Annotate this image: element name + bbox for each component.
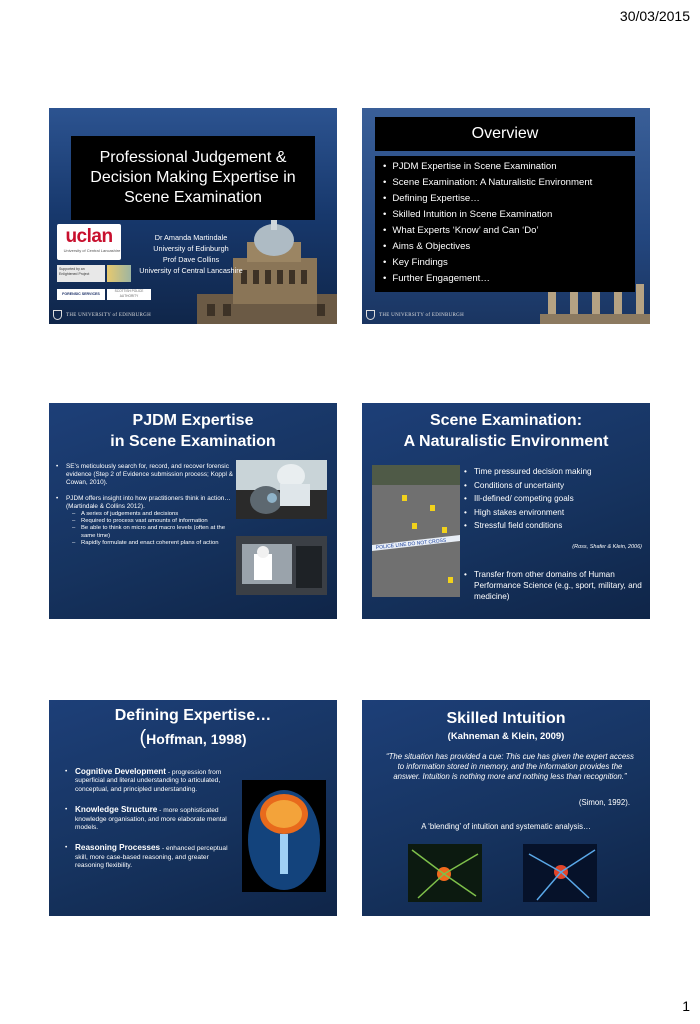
item-head: Cognitive Development — [75, 767, 166, 776]
slide-5-expertise — [49, 700, 337, 916]
sub-item: – A series of judgements and decisions — [72, 511, 236, 518]
slide-5-subheading — [49, 728, 337, 749]
subheading-text: Hoffman, 1998) — [146, 731, 247, 747]
list-item: • Defining Expertise… — [383, 191, 627, 207]
uclan-logo-text: uclan — [65, 226, 113, 247]
author-line: University of Edinburgh — [153, 244, 229, 253]
author-line: Dr Amanda Martindale — [154, 233, 228, 242]
vehicle-exam-photo — [236, 536, 327, 595]
slide-6-intuition — [362, 700, 650, 916]
list-item — [65, 844, 235, 870]
slide-3-pjdm — [49, 403, 337, 619]
sub-item: – Be able to think on micro and macro levels (often at the same time) — [72, 525, 236, 539]
university-crest-icon — [53, 310, 62, 320]
brain-illustration — [242, 780, 326, 892]
forensic-services-logo: FORENSIC SERVICES — [57, 289, 105, 300]
heading-line: Scene Examination: — [429, 412, 583, 429]
list-item: • Stressful field conditions — [464, 519, 646, 533]
sub-item: – Required to process vast amounts of information — [72, 518, 236, 525]
slide-6-subheading: (Kahneman & Klein, 2009) — [447, 731, 565, 742]
list-item: • Skilled Intuition in Scene Examination — [383, 207, 627, 223]
heading-line: PJDM Expertise — [132, 412, 254, 429]
author-line: Prof Dave Collins — [162, 255, 220, 264]
crime-scene-photo — [372, 465, 460, 597]
footer-text: THE UNIVERSITY of EDINBURGH — [379, 312, 464, 318]
neuron-image-1 — [408, 844, 482, 902]
slide-4-naturalistic — [362, 403, 650, 619]
slide-3-heading — [49, 410, 337, 452]
list-item — [65, 806, 235, 832]
item-head: Knowledge Structure — [75, 805, 158, 815]
examiner-photo — [236, 460, 327, 519]
list-item: • High stakes environment — [464, 506, 646, 520]
list-item: • Transfer from other domains of Human Performance Science (e.g., sport, military, and medicine) — [464, 569, 646, 602]
bullet-text: PJDM offers insight into how practitioners think in action… (Martindale & Collins 2012). — [66, 494, 231, 510]
page-number: 1 — [682, 998, 690, 1014]
list-item: • SE’s meticulously search for, record, and recover forensic evidence (Step 2 of Evidence submission process; Koppl & Cowan, 2010). — [56, 463, 236, 488]
uclan-logo-subtext: University of Central Lancashire — [63, 248, 121, 253]
slide-3-bullets — [56, 463, 236, 554]
item-head: Reasoning Processes — [75, 843, 161, 853]
heading-line: A Naturalistic Environment — [403, 433, 609, 450]
heading-line: in Scene Examination — [110, 433, 276, 450]
university-crest-icon — [366, 310, 375, 320]
uclan-logo — [57, 224, 121, 260]
slide-4-heading — [362, 410, 650, 452]
slide-1-heading: Professional Judgement & Decision Making Expertise in Scene Examination — [71, 136, 315, 220]
overview-list — [375, 156, 635, 292]
blending-text: A ‘blending’ of intuition and systematic analysis… — [421, 822, 591, 831]
slide-4-bullets-2 — [464, 569, 646, 602]
slide-4-bullets — [464, 465, 646, 533]
authors-block — [129, 232, 253, 276]
slide-5-heading: Defining Expertise… — [114, 707, 272, 724]
list-item: • Scene Examination: A Naturalistic Environment — [383, 175, 627, 191]
list-item: • PJDM Expertise in Scene Examination — [383, 159, 627, 175]
list-item: • Further Engagement… — [383, 271, 627, 287]
list-item: • Time pressured decision making — [464, 465, 646, 479]
item-text: - more sophisticated knowledge organisation, and more elaborate mental models. — [75, 807, 227, 832]
list-item: • Conditions of uncertainty — [464, 479, 646, 493]
list-item: • What Experts ‘Know’ and Can ‘Do’ — [383, 223, 627, 239]
author-line: University of Central Lancashire — [139, 266, 243, 275]
slide-1-title — [49, 108, 337, 324]
partner-logo: Supported by an Enlightened Project — [57, 265, 105, 282]
paren: ( — [139, 727, 147, 749]
list-item: • Aims & Objectives — [383, 239, 627, 255]
partner-pattern-logo — [107, 265, 131, 282]
page-date: 30/03/2015 — [619, 8, 690, 24]
sub-item: – Rapidly formulate and enact coherent plans of action — [72, 540, 236, 547]
sub-list — [72, 511, 236, 547]
overview-heading: Overview — [375, 117, 635, 151]
list-item — [65, 768, 235, 794]
police-authority-logo: SCOTTISH POLICE AUTHORITY — [107, 289, 151, 300]
neuron-image-2 — [523, 844, 597, 902]
slide-6-heading: Skilled Intuition — [446, 710, 566, 727]
list-item — [56, 495, 236, 547]
list-item: • Key Findings — [383, 255, 627, 271]
quote-citation: (Simon, 1992). — [578, 798, 630, 807]
simon-quote: “The situation has provided a cue: This cue has given the expert access to information stored in memory, and the information provides the answer. Intuition is nothing more and nothing less than recognition.” — [386, 752, 634, 782]
citation: (Ross, Shafer & Klein, 2006) — [572, 544, 642, 550]
slide-2-overview — [362, 108, 650, 324]
footer-text: THE UNIVERSITY of EDINBURGH — [66, 312, 151, 318]
police-tape-text: POLICE LINE DO NOT CROSS — [375, 537, 447, 551]
edinburgh-footer — [366, 310, 464, 320]
item-text: - progression from superficial and literal understanding to articulated, conceptual, and principled understanding. — [75, 769, 222, 793]
list-item: • Ill-defined/ competing goals — [464, 492, 646, 506]
item-text: - enhanced perceptual skill, more case-based reasoning, and greater reasoning flexibility. — [75, 845, 228, 870]
slide-5-bullets — [65, 768, 235, 883]
edinburgh-footer — [53, 310, 151, 320]
